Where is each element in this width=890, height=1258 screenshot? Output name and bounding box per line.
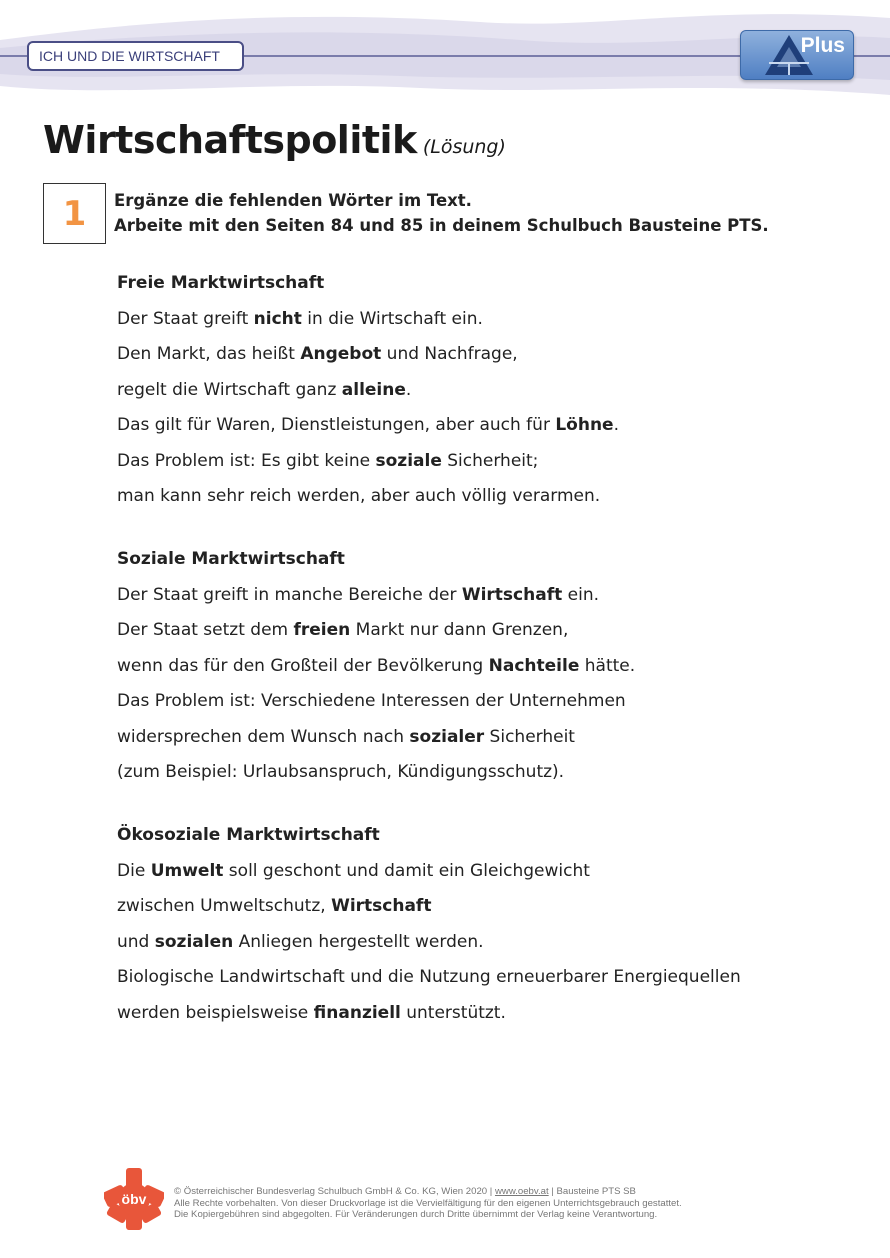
oebv-logo-icon	[104, 1168, 164, 1230]
answer-word: Umwelt	[150, 860, 224, 881]
text-line: widersprechen dem Wunsch nach sozialer Sicherheit	[117, 726, 575, 747]
footer-line: © Österreichischer Bundesverlag Schulbuch GmbH & Co. KG, Wien 2020 | www.oebv.at | Bausteine PTS SB	[174, 1186, 636, 1197]
chapter-label-text: ICH UND DIE WIRTSCHAFT	[39, 48, 220, 64]
answer-word: nicht	[253, 308, 302, 329]
text-line: Der Staat greift in manche Bereiche der Wirtschaft ein.	[117, 584, 599, 605]
text-line: Biologische Landwirtschaft und die Nutzung erneuerbarer Energiequellen	[117, 967, 741, 987]
answer-word: Wirtschaft	[331, 896, 432, 916]
answer-word: soziale	[375, 450, 442, 471]
publisher-link[interactable]: www.oebv.at	[494, 1186, 549, 1197]
section-heading: Freie Marktwirtschaft	[117, 273, 325, 293]
answer-word: Wirtschaft	[461, 584, 563, 605]
page-title-subtitle: (Lösung)	[422, 136, 506, 158]
logo-text: öbv	[121, 1191, 147, 1207]
text-line: Die Umwelt soll geschont und damit ein Gleichgewicht	[117, 860, 590, 881]
text-line: Der Staat setzt dem freien Markt nur dann Grenzen,	[117, 620, 569, 640]
text-line: man kann sehr reich werden, aber auch völlig verarmen.	[117, 486, 601, 506]
text-line: regelt die Wirtschaft ganz alleine.	[117, 379, 412, 400]
page-title-main: Wirtschaftspolitik	[43, 118, 417, 162]
text-line: Der Staat greift nicht in die Wirtschaft ein.	[117, 308, 483, 329]
answer-word: finanziell	[313, 1002, 401, 1023]
footer-copyright	[174, 1186, 682, 1221]
answer-word: freien	[293, 620, 351, 640]
plus-badge	[740, 30, 854, 80]
page-title	[43, 118, 506, 162]
text-line: und sozialen Anliegen hergestellt werden.	[117, 931, 484, 952]
plus-badge-label: Plus	[800, 34, 845, 57]
section-heading: Ökosoziale Marktwirtschaft	[117, 825, 380, 845]
answer-word: Nachteile	[488, 655, 580, 676]
task-number-box	[43, 183, 106, 244]
section-soziale-marktwirtschaft	[117, 542, 635, 791]
task-instruction-line: Ergänze die fehlenden Wörter im Text.	[114, 191, 472, 210]
text-line: zwischen Umweltschutz, Wirtschaft	[117, 896, 432, 916]
task-instructions	[114, 188, 769, 238]
text-line: werden beispielsweise finanziell unterstützt.	[117, 1002, 506, 1023]
footer-line: Alle Rechte vorbehalten. Von dieser Druckvorlage ist die Vervielfältigung für den eigenen Unterrichtsgebrauch gestattet.	[174, 1197, 682, 1209]
task-number: 1	[62, 193, 87, 234]
answer-word: alleine	[341, 379, 406, 400]
task-instruction-line: Arbeite mit den Seiten 84 und 85 in deinem Schulbuch Bausteine PTS.	[114, 216, 769, 235]
section-heading: Soziale Marktwirtschaft	[117, 549, 345, 569]
text-line: Den Markt, das heißt Angebot und Nachfrage,	[117, 344, 518, 364]
text-line: Das gilt für Waren, Dienstleistungen, aber auch für Löhne.	[117, 415, 619, 435]
text-line: (zum Beispiel: Urlaubsanspruch, Kündigungsschutz).	[117, 762, 565, 782]
answer-word: sozialen	[154, 931, 234, 952]
section-freie-marktwirtschaft	[117, 266, 619, 515]
answer-word: Löhne	[555, 415, 614, 435]
answer-word: Angebot	[300, 344, 382, 364]
text-line: wenn das für den Großteil der Bevölkerung Nachteile hätte.	[117, 655, 636, 676]
answer-word: sozialer	[409, 726, 485, 747]
chapter-label	[27, 41, 244, 71]
section-oekosoziale-marktwirtschaft	[117, 818, 741, 1031]
footer-line: Die Kopiergebühren sind abgegolten. Für Veränderungen durch Dritte übernimmt der Verlag keine Verantwortung.	[174, 1209, 658, 1220]
text-line: Das Problem ist: Verschiedene Interessen der Unternehmen	[117, 691, 626, 711]
text-line: Das Problem ist: Es gibt keine soziale Sicherheit;	[117, 450, 539, 471]
